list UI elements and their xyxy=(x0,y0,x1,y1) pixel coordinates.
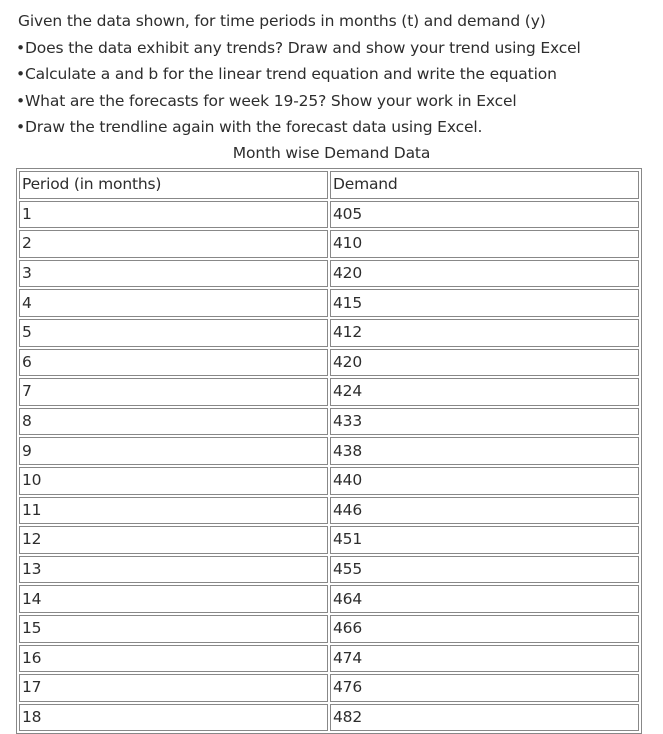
table-caption: Month wise Demand Data xyxy=(232,144,431,162)
demand-cell: 420 xyxy=(330,349,639,377)
table-row xyxy=(19,497,639,525)
header-demand: Demand xyxy=(330,171,639,199)
period-cell: 11 xyxy=(19,497,328,525)
period-cell: 12 xyxy=(19,526,328,554)
table-row xyxy=(19,230,639,258)
demand-cell: 466 xyxy=(330,615,639,643)
period-cell: 4 xyxy=(19,289,328,317)
question-block xyxy=(18,8,663,141)
period-cell: 14 xyxy=(19,585,328,613)
table-row xyxy=(19,260,639,288)
period-cell: 9 xyxy=(19,437,328,465)
period-cell: 7 xyxy=(19,378,328,406)
table-row xyxy=(19,615,639,643)
demand-cell: 410 xyxy=(330,230,639,258)
demand-cell: 424 xyxy=(330,378,639,406)
table-row xyxy=(19,704,639,732)
demand-cell: 474 xyxy=(330,645,639,673)
bullet-trend: •Does the data exhibit any trends? Draw and show your trend using Excel xyxy=(16,38,581,57)
table-row xyxy=(19,408,639,436)
demand-cell: 438 xyxy=(330,437,639,465)
table-row xyxy=(19,437,639,465)
period-cell: 5 xyxy=(19,319,328,347)
period-cell: 3 xyxy=(19,260,328,288)
demand-cell: 455 xyxy=(330,556,639,584)
table-row xyxy=(19,645,639,673)
table-row xyxy=(19,201,639,229)
demand-cell: 451 xyxy=(330,526,639,554)
table-row xyxy=(19,378,639,406)
table-row xyxy=(19,467,639,495)
demand-cell: 415 xyxy=(330,289,639,317)
period-cell: 13 xyxy=(19,556,328,584)
demand-cell: 464 xyxy=(330,585,639,613)
table-header-row xyxy=(19,171,639,199)
demand-table-body xyxy=(19,171,639,731)
demand-cell: 482 xyxy=(330,704,639,732)
demand-cell: 412 xyxy=(330,319,639,347)
demand-cell: 420 xyxy=(330,260,639,288)
period-cell: 8 xyxy=(19,408,328,436)
table-row xyxy=(19,349,639,377)
period-cell: 18 xyxy=(19,704,328,732)
demand-cell: 476 xyxy=(330,674,639,702)
demand-cell: 440 xyxy=(330,467,639,495)
table-row xyxy=(19,585,639,613)
period-cell: 17 xyxy=(19,674,328,702)
question-text: Given the data shown, for time periods in months (t) and demand (y) xyxy=(18,12,546,30)
bullet-forecast: •What are the forecasts for week 19-25? Show your work in Excel xyxy=(16,91,517,110)
demand-cell: 446 xyxy=(330,497,639,525)
table-row xyxy=(19,556,639,584)
header-period: Period (in months) xyxy=(19,171,328,199)
period-cell: 16 xyxy=(19,645,328,673)
table-row xyxy=(19,674,639,702)
period-cell: 15 xyxy=(19,615,328,643)
table-row xyxy=(19,289,639,317)
bullet-trendline: •Draw the trendline again with the forecast data using Excel. xyxy=(16,118,483,137)
period-cell: 6 xyxy=(19,349,328,377)
demand-table xyxy=(16,168,642,734)
demand-cell: 433 xyxy=(330,408,639,436)
bullet-equation: •Calculate a and b for the linear trend equation and write the equation xyxy=(16,65,557,84)
table-row xyxy=(19,319,639,347)
period-cell: 10 xyxy=(19,467,328,495)
table-row xyxy=(19,526,639,554)
period-cell: 1 xyxy=(19,201,328,229)
period-cell: 2 xyxy=(19,230,328,258)
demand-cell: 405 xyxy=(330,201,639,229)
